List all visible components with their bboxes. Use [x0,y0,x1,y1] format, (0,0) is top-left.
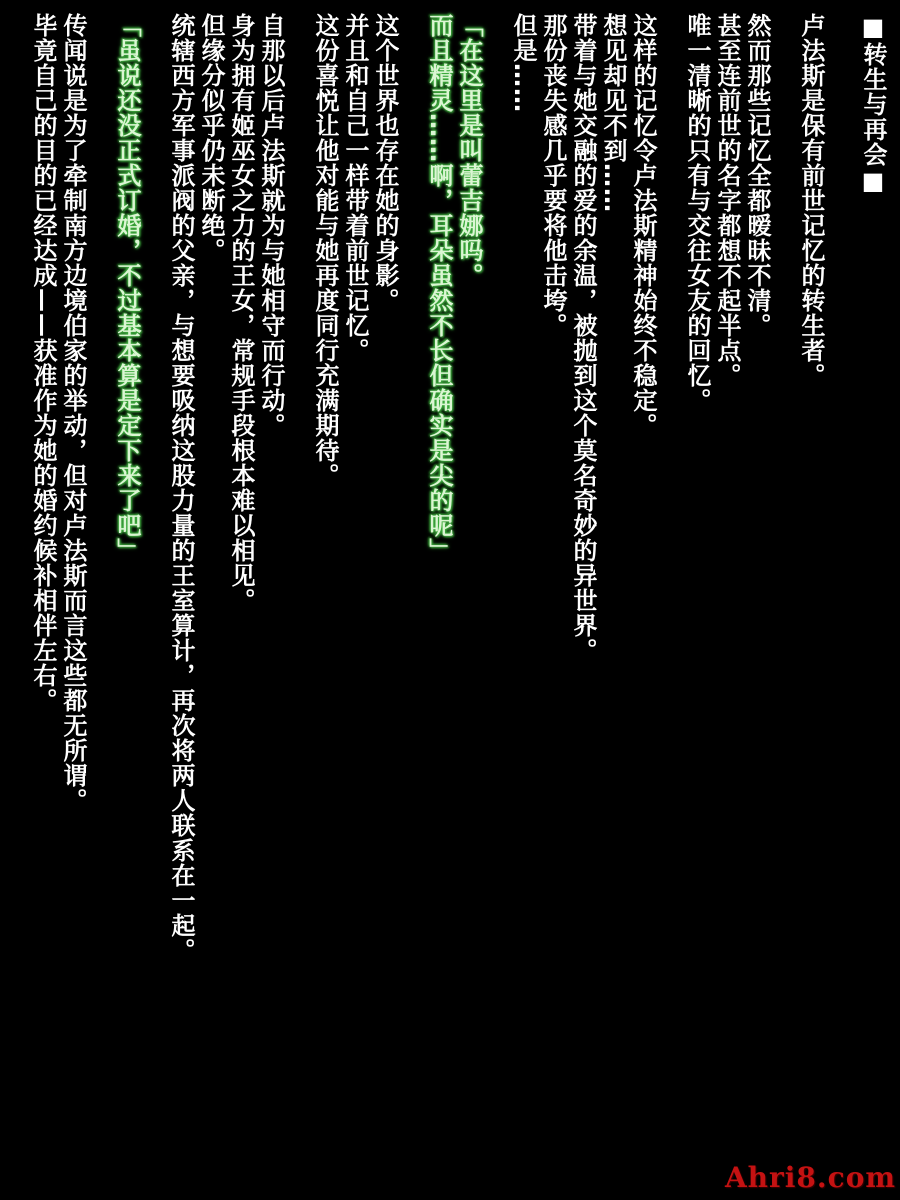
text-line: 唯一清晰的只有与交往女友的回忆。 [683,13,711,413]
narration-paragraph [796,13,826,1173]
text-line: 自那以后卢法斯就为与她相守而行动。 [257,13,285,438]
text-line: 并且和自己一样带着前世记忆。 [341,13,369,363]
text-line: 统辖西方军事派阀的父亲，与想要吸纳这股力量的王室算计，再次将两人联系在一起。 [167,13,195,963]
chapter-title: ■转生与再会■ [859,13,887,196]
text-line: 这个世界也存在她的身影。 [371,13,399,313]
text-line: 然而那些记忆全都暧昧不清。 [743,13,771,338]
text-line: 「虽说还没正式订婚，不过基本算是定下来了吧」 [113,13,141,563]
narration-paragraph [310,13,400,1173]
text-line: 那份丧失感几乎要将他击垮。 [539,13,567,338]
text-line: 传闻说是为了牵制南方边境伯家的举动，但对卢法斯而言这些都无所谓。 [59,13,87,813]
text-line: 这样的记忆令卢法斯精神始终不稳定。 [629,13,657,438]
narration-paragraph [682,13,772,1173]
narration-paragraph [166,13,286,1173]
text-line: 而且精灵……啊，耳朵虽然不长但确实是尖的呢」 [425,13,453,563]
dialogue-paragraph [424,13,484,1173]
narration-paragraph [508,13,658,1173]
text-line: 但缘分似乎仍未断绝。 [197,13,225,263]
text-line: 这份喜悦让他对能与她再度同行充满期待。 [311,13,339,488]
text-line: 想见却见不到…… [599,13,627,213]
vertical-text-flow [28,13,888,1173]
text-line: 带着与她交融的爱的余温，被抛到这个莫名奇妙的异世界。 [569,13,597,663]
text-line: 「在这里是叫蕾吉娜吗。 [455,13,483,288]
dialogue-paragraph [112,13,142,1173]
text-line: 毕竟自己的目的已经达成——获准作为她的婚约候补相伴左右。 [29,13,57,713]
text-line: 身为拥有姬巫女之力的王女，常规手段根本难以相见。 [227,13,255,613]
text-line: 但是…… [509,13,537,113]
narration-paragraph [28,13,88,1173]
text-line: 卢法斯是保有前世记忆的转生者。 [797,13,825,388]
text-line: 甚至连前世的名字都想不起半点。 [713,13,741,388]
watermark-text: Ahri8.com [724,1161,896,1194]
chapter-title-column [858,13,888,1173]
